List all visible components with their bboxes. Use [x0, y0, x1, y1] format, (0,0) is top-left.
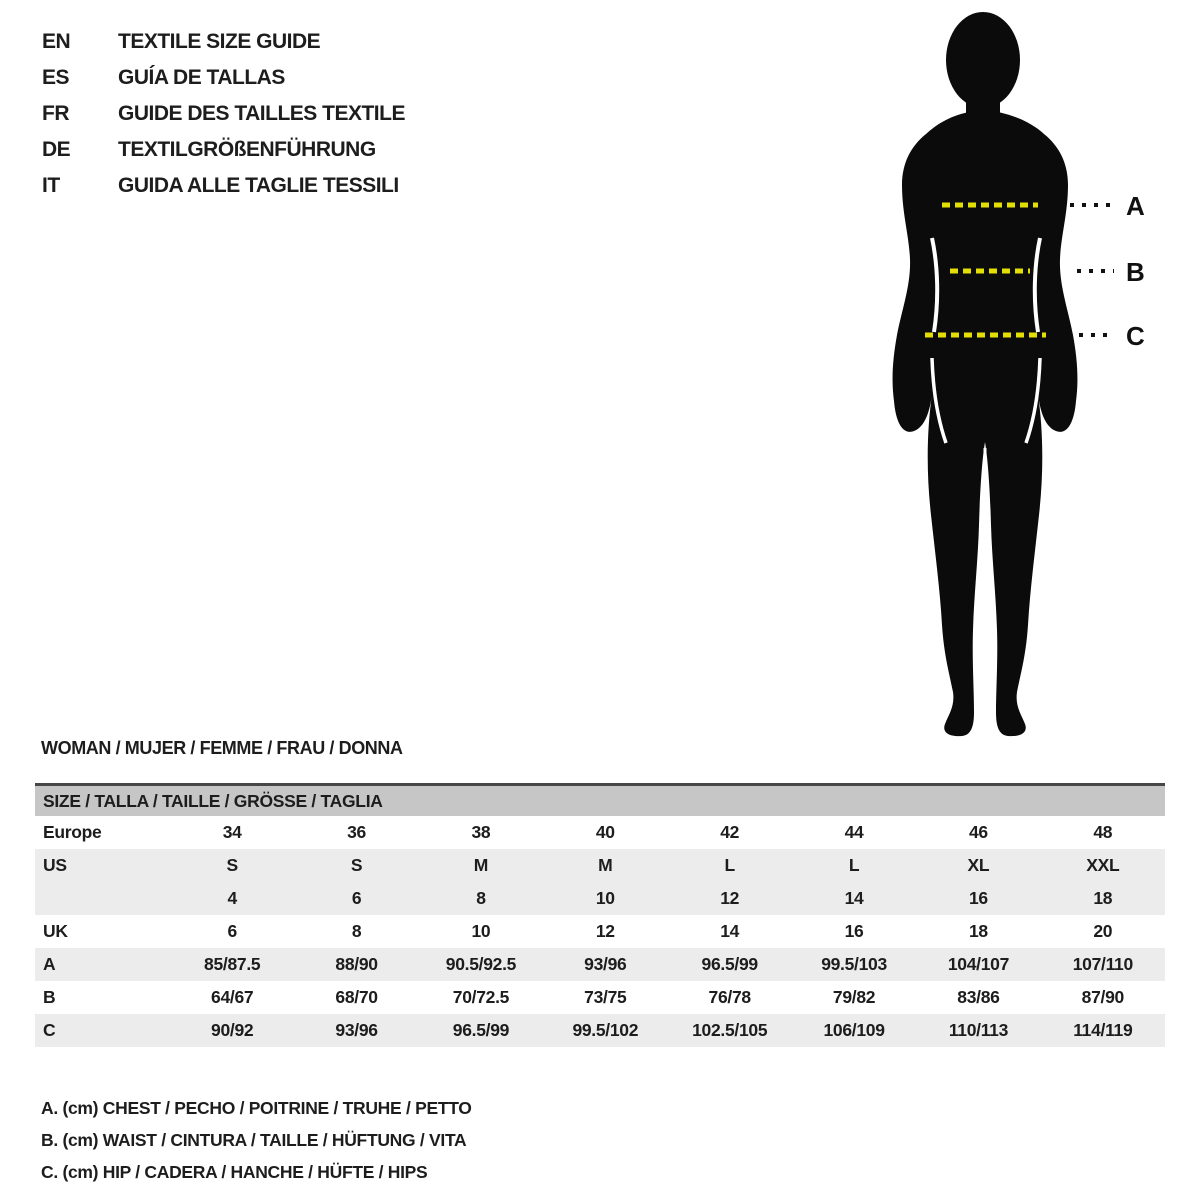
- language-title: GUÍA DE TALLAS: [118, 66, 285, 89]
- row-label: C: [43, 1020, 56, 1040]
- table-cell: 76/78: [708, 987, 751, 1007]
- table-cell: 48: [1093, 822, 1113, 842]
- language-row-de: [42, 132, 405, 168]
- language-title: GUIDA ALLE TAGLIE TESSILI: [118, 174, 399, 197]
- table-cell: 8: [476, 888, 486, 908]
- language-row-en: [42, 24, 405, 60]
- table-cell: 18: [969, 921, 988, 941]
- legend-line-chest: A. (cm) CHEST / PECHO / POITRINE / TRUHE / PETTO: [41, 1098, 472, 1118]
- table-row-uk: [35, 915, 1165, 948]
- table-cell: 46: [969, 822, 988, 842]
- table-cell: 14: [720, 921, 740, 941]
- table-cell: 36: [347, 822, 366, 842]
- table-cell: 85/87.5: [204, 954, 261, 974]
- language-code: ES: [42, 66, 70, 89]
- table-cell: L: [848, 855, 860, 875]
- table-cell: 73/75: [584, 987, 627, 1007]
- row-label: B: [43, 987, 56, 1007]
- table-cell: 6: [351, 888, 362, 908]
- language-code: FR: [42, 102, 69, 125]
- row-label: UK: [43, 921, 68, 941]
- language-code: IT: [42, 174, 60, 197]
- table-cell: 8: [351, 921, 362, 941]
- language-title: TEXTILE SIZE GUIDE: [118, 30, 321, 53]
- table-row-us-letters: [35, 849, 1165, 882]
- table-cell: 10: [595, 888, 615, 908]
- table-row-a-chest: [35, 948, 1165, 981]
- table-cell: 34: [222, 822, 242, 842]
- legend-line-hip: C. (cm) HIP / CADERA / HANCHE / HÜFTE / HIPS: [41, 1162, 428, 1182]
- marker-a-label: A: [1126, 191, 1145, 221]
- table-cell: 87/90: [1081, 987, 1124, 1007]
- table-cell: 42: [720, 822, 740, 842]
- size-table: [35, 783, 1165, 1047]
- table-cell: S: [350, 855, 363, 875]
- table-cell: 68/70: [335, 987, 378, 1007]
- table-cell: 4: [227, 888, 237, 908]
- language-row-it: [42, 168, 405, 204]
- table-cell: 99.5/103: [821, 954, 887, 974]
- table-cell: 90.5/92.5: [445, 954, 517, 974]
- table-cell: 40: [595, 822, 615, 842]
- row-label: Europe: [43, 822, 102, 842]
- table-cell: 102.5/105: [692, 1020, 768, 1040]
- row-label: US: [43, 855, 67, 875]
- table-cell: XL: [967, 855, 990, 875]
- leg-gap: [984, 448, 985, 716]
- table-cell: 96.5/99: [452, 1020, 510, 1040]
- language-row-fr: [42, 96, 405, 132]
- table-header-size: SIZE / TALLA / TAILLE / GRÖSSE / TAGLIA: [35, 783, 1165, 816]
- table-cell: S: [226, 855, 238, 875]
- table-cell: 16: [844, 921, 864, 941]
- marker-c-label: C: [1126, 321, 1145, 351]
- table-cell: 18: [1093, 888, 1113, 908]
- table-row-us-numbers: [35, 882, 1165, 915]
- table-cell: 20: [1093, 921, 1113, 941]
- row-label: [35, 882, 170, 915]
- table-row-europe: [35, 816, 1165, 849]
- table-cell: 10: [471, 921, 491, 941]
- table-cell: 83/86: [957, 987, 1000, 1007]
- table-cell: 70/72.5: [452, 987, 510, 1007]
- language-code: DE: [42, 138, 71, 161]
- table-cell: 93/96: [335, 1020, 378, 1040]
- table-cell: 16: [969, 888, 988, 908]
- legend-line-waist: B. (cm) WAIST / CINTURA / TAILLE / HÜFTUNG / VITA: [41, 1130, 467, 1150]
- language-code: EN: [42, 30, 71, 53]
- table-cell: 106/109: [823, 1020, 885, 1040]
- language-row-es: [42, 60, 405, 96]
- language-list: [42, 24, 405, 204]
- table-cell: M: [473, 855, 489, 875]
- table-row-b-waist: [35, 981, 1165, 1014]
- table-cell: 93/96: [584, 954, 627, 974]
- table-cell: M: [598, 855, 613, 875]
- table-row-c-hip: [35, 1014, 1165, 1047]
- table-cell: XXL: [1086, 855, 1120, 875]
- measurement-legend: [41, 1092, 472, 1188]
- table-cell: 14: [844, 888, 864, 908]
- table-cell: 99.5/102: [572, 1020, 639, 1040]
- table-cell: L: [724, 855, 735, 875]
- table-cell: 12: [595, 921, 615, 941]
- table-cell: 88/90: [335, 954, 378, 974]
- table-cell: 96.5/99: [701, 954, 758, 974]
- language-title: GUIDE DES TAILLES TEXTILE: [118, 102, 405, 125]
- table-cell: 38: [471, 822, 491, 842]
- row-label: A: [43, 954, 56, 974]
- marker-b-label: B: [1126, 257, 1145, 287]
- woman-silhouette-figure: [880, 0, 1170, 745]
- section-title-woman: WOMAN / MUJER / FEMME / FRAU / DONNA: [41, 738, 403, 758]
- table-cell: 6: [227, 921, 237, 941]
- table-cell: 90/92: [211, 1020, 254, 1040]
- table-cell: 104/107: [947, 954, 1010, 974]
- table-cell: 12: [720, 888, 740, 908]
- table-cell: 107/110: [1072, 954, 1133, 974]
- table-cell: 44: [844, 822, 864, 842]
- language-title: TEXTILGRÖßENFÜHRUNG: [118, 138, 376, 161]
- table-cell: 79/82: [832, 987, 876, 1007]
- table-cell: 110/113: [948, 1020, 1009, 1040]
- table-cell: 114/119: [1073, 1020, 1133, 1040]
- table-cell: 64/67: [211, 987, 254, 1007]
